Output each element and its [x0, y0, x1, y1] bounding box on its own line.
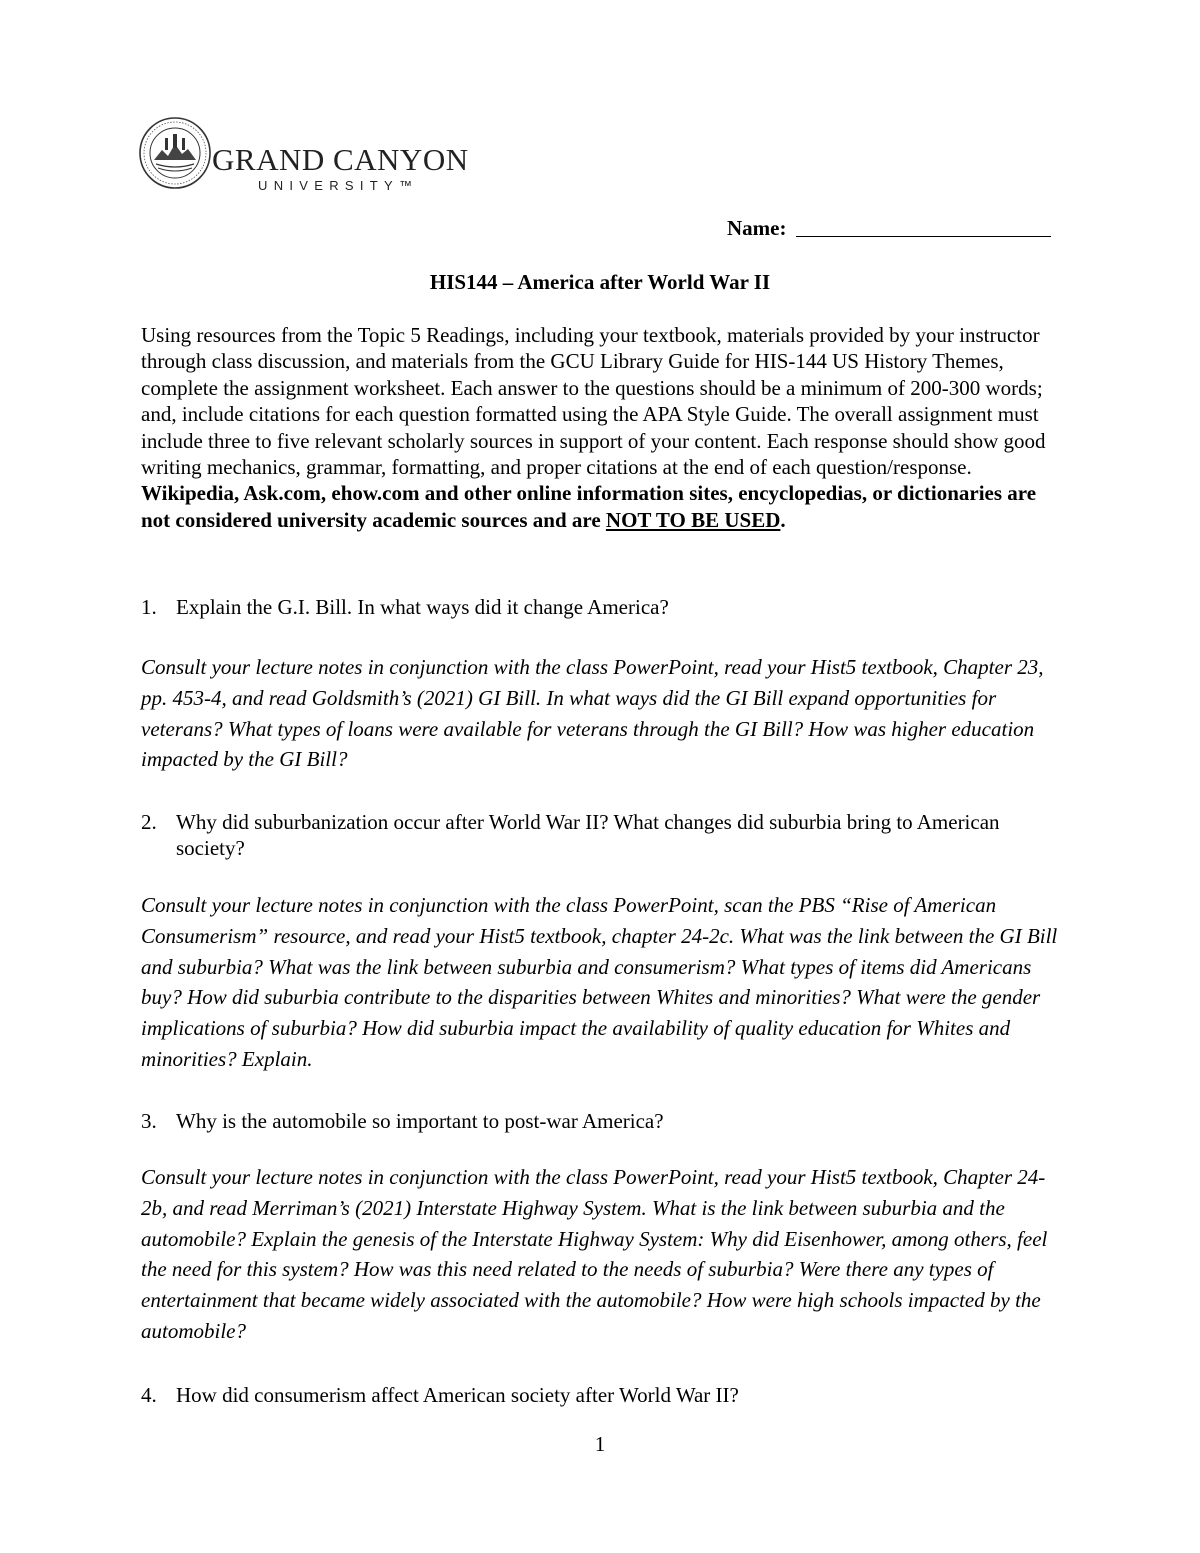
instructions-underline-warning: NOT TO BE USED	[605, 507, 781, 532]
question-number: 2.	[141, 810, 157, 834]
question-text: Explain the G.I. Bill. In what ways did it change America?	[176, 595, 669, 619]
question-3-guidance: Consult your lecture notes in conjunction with the class PowerPoint, read your Hist5 textbook, Chapter 24-2b, and read Merriman’s (2021) Interstate Highway System. What is the link between suburbia and the automobile? Explain the genesis of the Interstate Highway System: Why did Eisenhower, among others, feel the need for this system? How was this need related to the needs of suburbia? Were there any types of entertainment that became widely associated with the automobile? How were high schools impacted by the automobile?	[141, 1165, 1048, 1343]
page-number: 1	[594, 1432, 606, 1456]
university-seal-icon	[138, 116, 212, 190]
instructions-end: .	[780, 507, 786, 532]
university-logo	[138, 116, 468, 196]
question-text: Why did suburbanization occur after World War II? What changes did suburbia bring to American society?	[176, 810, 1000, 860]
logo-wordmark: GRAND CANYON	[212, 142, 469, 177]
question-text: How did consumerism affect American society after World War II?	[176, 1383, 739, 1407]
question-number: 1.	[141, 595, 157, 619]
name-label: Name:	[727, 216, 787, 240]
name-blank-line	[796, 216, 1051, 237]
worksheet-title: HIS144 – America after World War II	[429, 270, 771, 294]
question-number: 3.	[141, 1109, 157, 1133]
instructions-text: Using resources from the Topic 5 Readings, including your textbook, materials provided by your instructor through class discussion, and materials from the GCU Library Guide for HIS-144 US History Themes, complete the assignment worksheet. Each answer to the questions should be a minimum of 200-300 words; and, include citations for each question formatted using the APA Style Guide. The overall assignment must include three to five relevant scholarly sources in support of your content. Each response should show good writing mechanics, grammar, formatting, and proper citations at the end of each question/response.	[141, 323, 1046, 480]
instructions-bold-warning: Wikipedia, Ask.com, ehow.com and other online information sites, encyclopedias, or dictionaries are not considered university academic sources and are	[141, 481, 1037, 532]
question-2-guidance: Consult your lecture notes in conjunction with the class PowerPoint, scan the PBS “Rise of American Consumerism” resource, and read your Hist5 textbook, chapter 24-2c. What was the link between the GI Bill and suburbia? What was the link between suburbia and consumerism? What types of items did Americans buy? How did suburbia contribute to the disparities between Whites and minorities? What were the gender implications of suburbia? How did suburbia impact the availability of quality education for Whites and minorities? Explain.	[141, 893, 1058, 1071]
question-number: 4.	[141, 1383, 157, 1407]
question-1-guidance: Consult your lecture notes in conjunction with the class PowerPoint, read your Hist5 textbook, Chapter 23, pp. 453-4, and read Goldsmith’s (2021) GI Bill. In what ways did the GI Bill expand opportunities for veterans? What types of loans were available for veterans through the GI Bill? How was higher education impacted by the GI Bill?	[141, 655, 1044, 772]
name-field-row	[727, 216, 1051, 241]
instructions-paragraph	[141, 322, 1066, 533]
logo-subtitle: UNIVERSITY™	[258, 178, 419, 193]
question-text: Why is the automobile so important to post-war America?	[176, 1109, 664, 1133]
